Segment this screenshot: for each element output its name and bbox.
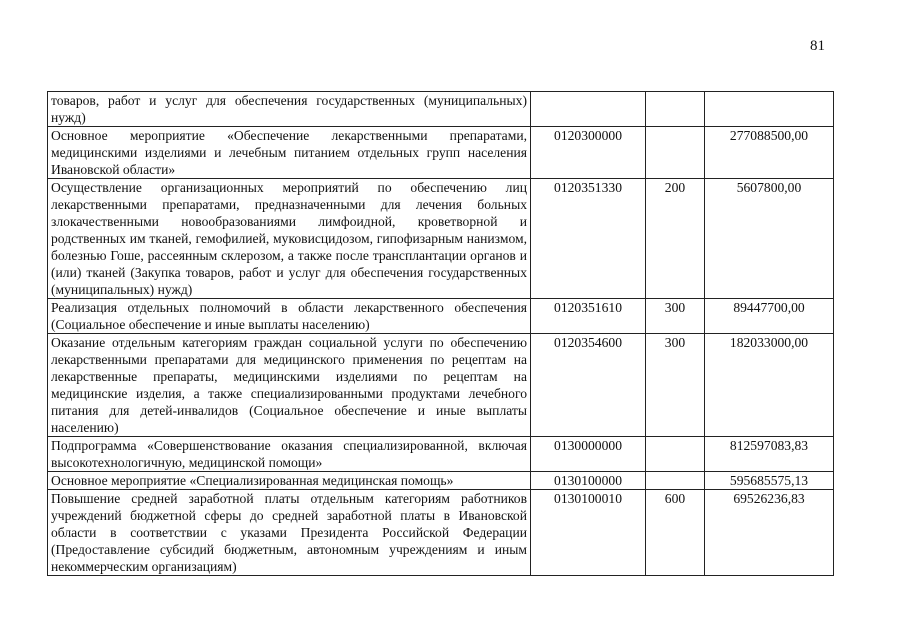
row-target-code: 0120300000 bbox=[531, 127, 646, 179]
row-expense-type: 600 bbox=[646, 490, 705, 576]
row-expense-type: 300 bbox=[646, 334, 705, 437]
table-row bbox=[48, 92, 834, 127]
row-target-code: 0120351330 bbox=[531, 179, 646, 299]
row-expense-type bbox=[646, 472, 705, 490]
row-name: Повышение средней заработной платы отдельным категориям работников учреждений бюджетной сферы до средней заработной платы в Ивановской области в соответствии с указами Президента Российской Федерации (Предоставление субсидий бюджетным, автономным учреждениям и иным некоммерческим организациям) bbox=[48, 490, 531, 576]
row-name: товаров, работ и услуг для обеспечения государственных (муниципальных) нужд) bbox=[48, 92, 531, 127]
row-name: Основное мероприятие «Обеспечение лекарственными препаратами, медицинскими изделиями и лечебным питанием отдельных групп населения Ивановской области» bbox=[48, 127, 531, 179]
row-amount: 182033000,00 bbox=[705, 334, 834, 437]
table-row bbox=[48, 299, 834, 334]
row-amount: 595685575,13 bbox=[705, 472, 834, 490]
row-expense-type bbox=[646, 92, 705, 127]
row-target-code: 0130100000 bbox=[531, 472, 646, 490]
row-target-code bbox=[531, 92, 646, 127]
table-row bbox=[48, 179, 834, 299]
row-target-code: 0130100010 bbox=[531, 490, 646, 576]
row-expense-type bbox=[646, 127, 705, 179]
row-name: Оказание отдельным категориям граждан социальной услуги по обеспечению лекарственными препаратами для медицинского применения по рецептам на лекарственные препараты, медицинскими изделиями по рецептам на медицинские изделия, а также специализированными продуктами лечебного питания для детей-инвалидов (Социальное обеспечение и иные выплаты населению) bbox=[48, 334, 531, 437]
row-name: Реализация отдельных полномочий в области лекарственного обеспечения (Социальное обеспечение и иные выплаты населению) bbox=[48, 299, 531, 334]
row-expense-type: 300 bbox=[646, 299, 705, 334]
row-expense-type bbox=[646, 437, 705, 472]
page-number: 81 bbox=[810, 38, 825, 54]
row-name: Осуществление организационных мероприятий по обеспечению лиц лекарственными препаратами, предназначенными для лечения больных злокачественными новообразованиями лимфоидной, кроветворной и родственных им тканей, гемофилией, муковисцидозом, гипофизарным нанизмом, болезнью Гоше, рассеянным склерозом, а также после трансплантации органов и (или) тканей (Закупка товаров, работ и услуг для обеспечения государственных (муниципальных) нужд) bbox=[48, 179, 531, 299]
row-amount: 5607800,00 bbox=[705, 179, 834, 299]
row-amount: 69526236,83 bbox=[705, 490, 834, 576]
table-row bbox=[48, 437, 834, 472]
budget-table bbox=[47, 91, 834, 576]
table-row bbox=[48, 127, 834, 179]
row-target-code: 0120351610 bbox=[531, 299, 646, 334]
table-row bbox=[48, 334, 834, 437]
row-amount: 277088500,00 bbox=[705, 127, 834, 179]
row-name: Основное мероприятие «Специализированная медицинская помощь» bbox=[48, 472, 531, 490]
row-expense-type: 200 bbox=[646, 179, 705, 299]
row-name: Подпрограмма «Совершенствование оказания специализированной, включая высокотехнологичную, медицинской помощи» bbox=[48, 437, 531, 472]
row-target-code: 0130000000 bbox=[531, 437, 646, 472]
row-amount: 89447700,00 bbox=[705, 299, 834, 334]
row-amount bbox=[705, 92, 834, 127]
row-target-code: 0120354600 bbox=[531, 334, 646, 437]
table-row bbox=[48, 472, 834, 490]
table-row bbox=[48, 490, 834, 576]
row-amount: 812597083,83 bbox=[705, 437, 834, 472]
